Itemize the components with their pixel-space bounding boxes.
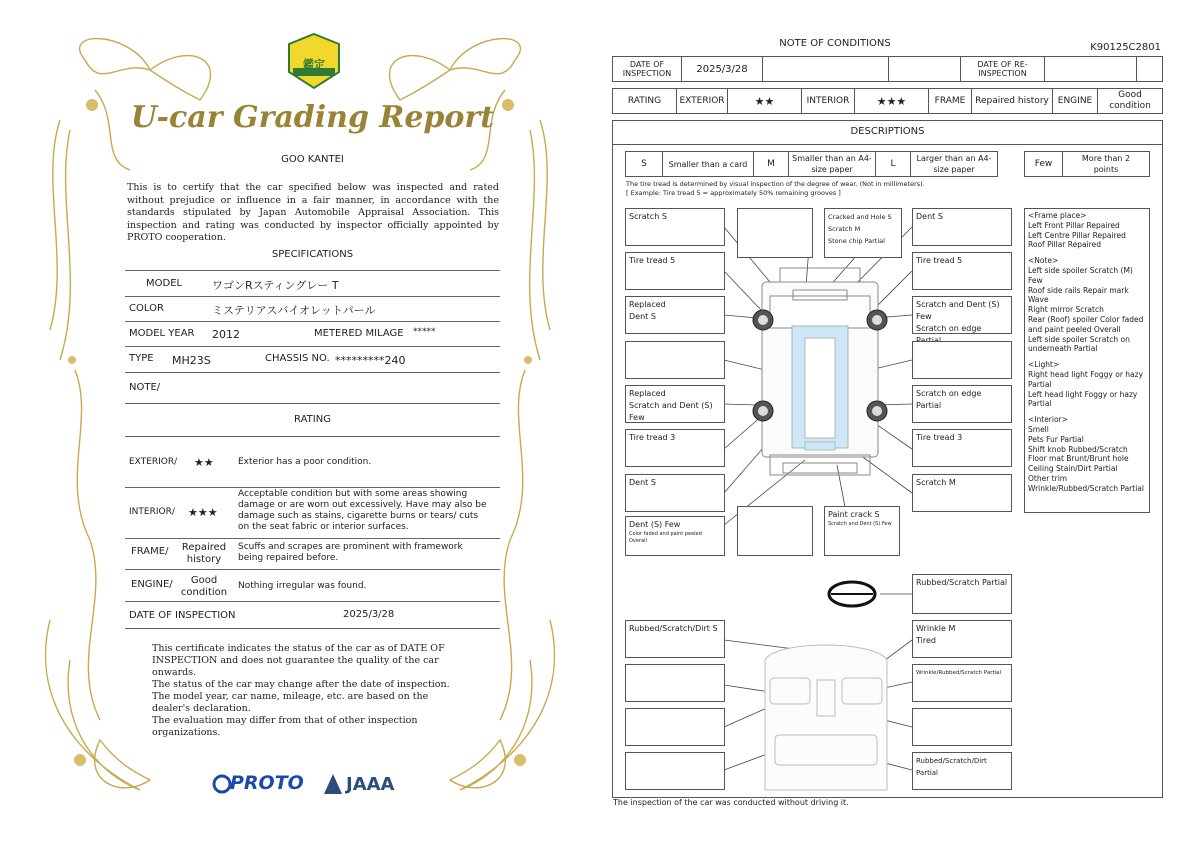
engine-value: Good condition <box>1097 88 1163 114</box>
note-box <box>912 252 1012 290</box>
frame-label: FRAME/ <box>131 546 169 557</box>
steering-wheel-icon <box>829 582 875 606</box>
note-text: Cracked and Hole S <box>828 213 892 221</box>
note-text: Rubbed/Scratch/Dirt Partial <box>916 757 987 777</box>
exterior-label: EXTERIOR/ <box>129 457 178 467</box>
interior-label: INTERIOR/ <box>129 507 175 517</box>
conditions-footer: The inspection of the car was conducted without driving it. <box>613 798 849 807</box>
rating-label: RATING <box>612 88 677 114</box>
model-year-label: MODEL YEAR <box>129 328 195 339</box>
note-box <box>625 516 725 556</box>
summary-line: Floor mat Brunt/Brunt hole <box>1028 454 1129 464</box>
badge-text: 鑑定 <box>303 58 325 71</box>
disclaimer <box>152 643 467 739</box>
note-text: Replaced <box>629 300 666 309</box>
conditions-code: K90125C2801 <box>1090 42 1161 53</box>
note-box <box>737 208 813 258</box>
note-box <box>625 341 725 379</box>
frame-value: Repaired history <box>971 88 1053 114</box>
color-label: COLOR <box>129 303 164 314</box>
summary-line: Left side spoiler Scratch (M) Few <box>1028 265 1133 285</box>
chassis-label: CHASSIS NO. <box>265 353 330 364</box>
certificate-title: U-car Grading Report <box>130 100 495 135</box>
jaaa-logo-icon <box>322 772 344 796</box>
frame-label: FRAME <box>928 88 972 114</box>
frame-description: Scuffs and scrapes are prominent with framework being repaired before. <box>238 542 463 563</box>
interior-label: INTERIOR <box>801 88 855 114</box>
note-text: Tire tread 5 <box>916 256 963 265</box>
proto-logo-icon <box>212 772 232 796</box>
specifications-heading: SPECIFICATIONS <box>271 249 354 260</box>
type-value: MH23S <box>172 354 211 367</box>
summary-line: <Light> <box>1028 360 1060 370</box>
note-box <box>824 506 900 556</box>
note-text: Replaced <box>629 389 666 398</box>
disclaimer-line: The status of the car may change after the date of inspection. <box>152 679 450 690</box>
summary-line: <Note> <box>1028 256 1059 266</box>
certificate-subtitle: GOO KANTEI <box>281 154 344 165</box>
note-text: Tire tread 3 <box>629 433 676 442</box>
summary-line: Left Front Pillar Repaired <box>1028 220 1120 230</box>
note-box <box>912 708 1012 746</box>
note-box <box>912 664 1012 702</box>
summary-line: Left Centre Pillar Repaired <box>1028 230 1126 240</box>
engine-label: ENGINE <box>1052 88 1098 114</box>
legend-l-desc: Larger than an A4-size paper <box>910 151 998 177</box>
note-of-conditions <box>605 0 1200 848</box>
frame-value: Repaired history <box>181 542 227 565</box>
note-box <box>912 429 1012 467</box>
legend-few: Few <box>1024 151 1063 177</box>
summary-line: <Interior> <box>1028 415 1068 425</box>
note-text: Color faded and paint peeled Overall <box>629 531 702 544</box>
exterior-stars: ★★ <box>194 456 214 469</box>
note-box <box>912 341 1012 379</box>
note-text: Wrinkle M <box>916 624 956 633</box>
certificate-intro: This is to certify that the car specified below was inspected and rated without prejudice or influence in a fair manner, in accordance with the standards stipulated by Japan Automobile Appraisal Association. This inspection and rating was conducted by inspector officially appointed by PROTO cooperation. <box>127 182 499 243</box>
rating-heading: RATING <box>294 414 331 425</box>
conditions-title: NOTE OF CONDITIONS <box>779 38 891 49</box>
note-text: Stone chip Partial <box>828 237 885 245</box>
legend-m: M <box>753 151 789 177</box>
summary-line: Right head light Foggy or hazy Partial <box>1028 369 1144 389</box>
summary-line: Left side spoiler Scratch on underneath Partial <box>1028 334 1130 354</box>
note-box <box>625 429 725 467</box>
footer-logos <box>212 770 402 800</box>
legend-m-desc: Smaller than an A4-size paper <box>788 151 876 177</box>
interior-stars: ★★★ <box>854 88 929 114</box>
color-value: ミステリアスバイオレットパール <box>212 304 376 317</box>
note-text: Scratch S <box>629 212 667 221</box>
summary-line: Right mirror Scratch <box>1028 305 1104 315</box>
tread-note: The tire tread is determined by visual inspection of the degree of wear. (Not in millimeters). <box>626 180 925 188</box>
goo-kantei-badge <box>287 32 341 90</box>
descriptions-heading: DESCRIPTIONS <box>850 126 925 137</box>
jaaa-logo-text: JAAA <box>346 774 395 795</box>
note-box <box>625 474 725 512</box>
summary-line: Left head light Foggy or hazy Partial <box>1028 389 1138 409</box>
summary-line: Pets Fur Partial <box>1028 434 1084 444</box>
note-text: Wrinkle/Rubbed/Scratch Partial <box>916 670 1002 676</box>
engine-description: Nothing irregular was found. <box>238 581 367 591</box>
note-box <box>625 620 725 658</box>
legend-few-desc: More than 2 points <box>1062 151 1150 177</box>
date-inspection-label: DATE OF INSPECTION <box>612 56 682 82</box>
note-box <box>912 296 1012 334</box>
summary-line: Wrinkle/Rubbed/Scratch Partial <box>1028 483 1144 493</box>
engine-label: ENGINE/ <box>131 579 173 590</box>
note-text: Paint crack S <box>828 510 880 519</box>
interior-stars: ★★★ <box>188 506 218 519</box>
note-box <box>912 208 1012 246</box>
exterior-label: EXTERIOR <box>676 88 728 114</box>
note-text: Tire tread 5 <box>629 256 676 265</box>
date-label: DATE OF INSPECTION <box>129 610 236 621</box>
note-text: Scratch and Dent (S) Few <box>828 521 892 527</box>
exterior-description: Exterior has a poor condition. <box>238 457 372 467</box>
note-text: Scratch and Dent (S) Few <box>916 300 1000 321</box>
note-box <box>912 574 1012 614</box>
summary-line: Rear (Roof) spoiler Color faded and paint peeled Overall <box>1028 314 1144 334</box>
type-label: TYPE <box>129 353 154 364</box>
engine-value: Good condition <box>180 575 228 598</box>
note-text: Scratch on edge Partial <box>916 389 982 410</box>
note-box <box>912 620 1012 658</box>
summary-line: Smell <box>1028 424 1049 434</box>
exterior-stars: ★★ <box>727 88 802 114</box>
proto-logo-text: PROTO <box>230 772 304 794</box>
summary-line: Shift knob Rubbed/Scratch <box>1028 444 1128 454</box>
note-text: Dent S <box>629 478 656 487</box>
note-box <box>625 752 725 790</box>
date-inspection-value: 2025/3/28 <box>681 56 763 82</box>
note-box <box>625 208 725 246</box>
note-box <box>912 385 1012 423</box>
summary-line: Roof Pillar Repaired <box>1028 240 1101 250</box>
note-box <box>737 506 813 556</box>
note-text: Tire tread 3 <box>916 433 963 442</box>
note-text: Scratch M <box>916 478 956 487</box>
model-year-value: 2012 <box>212 328 240 341</box>
note-label: NOTE/ <box>129 382 161 393</box>
summary-line: Roof side rails Repair mark Wave <box>1028 285 1129 305</box>
summary-line: Other trim <box>1028 473 1068 483</box>
note-box <box>912 474 1012 512</box>
disclaimer-line: The evaluation may differ from that of other inspection organizations. <box>152 715 418 738</box>
legend-l: L <box>875 151 911 177</box>
note-text: Rubbed/Scratch Partial <box>916 578 1008 587</box>
note-box <box>625 664 725 702</box>
chassis-value: *********240 <box>335 354 406 367</box>
mileage-label: METERED MILAGE <box>314 328 404 339</box>
note-text: Dent S <box>916 212 943 221</box>
note-text: Rubbed/Scratch/Dirt S <box>629 624 718 633</box>
note-text: Dent (S) Few <box>629 520 681 529</box>
note-text: Tired <box>916 636 936 645</box>
note-text: Scratch M <box>828 225 861 233</box>
disclaimer-line: The model year, car name, mileage, etc. are based on the dealer's declaration. <box>152 691 429 714</box>
note-text: Dent S <box>629 312 656 321</box>
model-value: ワゴンRスティングレー T <box>212 279 339 292</box>
note-box <box>625 252 725 290</box>
note-box <box>912 752 1012 790</box>
note-box <box>625 296 725 334</box>
note-text: Scratch and Dent (S) Few <box>629 401 713 422</box>
disclaimer-line: This certificate indicates the status of the car as of DATE OF INSPECTION and does not guarantee the quality of the car onwards. <box>152 643 445 678</box>
note-box <box>824 208 902 258</box>
note-box <box>625 385 725 423</box>
note-text: Scratch on edge <box>916 324 982 333</box>
date-reinspection-label: DATE OF RE-INSPECTION <box>960 56 1045 82</box>
interior-description: Acceptable condition but with some areas showing damage or are worn out excessively. Have may also be damage such as stains, cigarette burns or tears/ cuts on the seat fabric or interior surfaces. <box>238 489 487 532</box>
note-box <box>625 708 725 746</box>
model-label: MODEL <box>146 278 183 289</box>
summary-line: <Frame place> <box>1028 211 1087 220</box>
legend-s: S <box>625 151 663 177</box>
legend-s-desc: Smaller than a card <box>662 151 754 177</box>
tread-example: [ Example: Tire tread 5 = approximately 50% remaining grooves ] <box>626 189 841 197</box>
date-value: 2025/3/28 <box>343 609 395 620</box>
summary-line: Ceiling Stain/Dirt Partial <box>1028 464 1118 474</box>
summary-notes <box>1024 208 1150 513</box>
mileage-value: ***** <box>413 327 436 337</box>
